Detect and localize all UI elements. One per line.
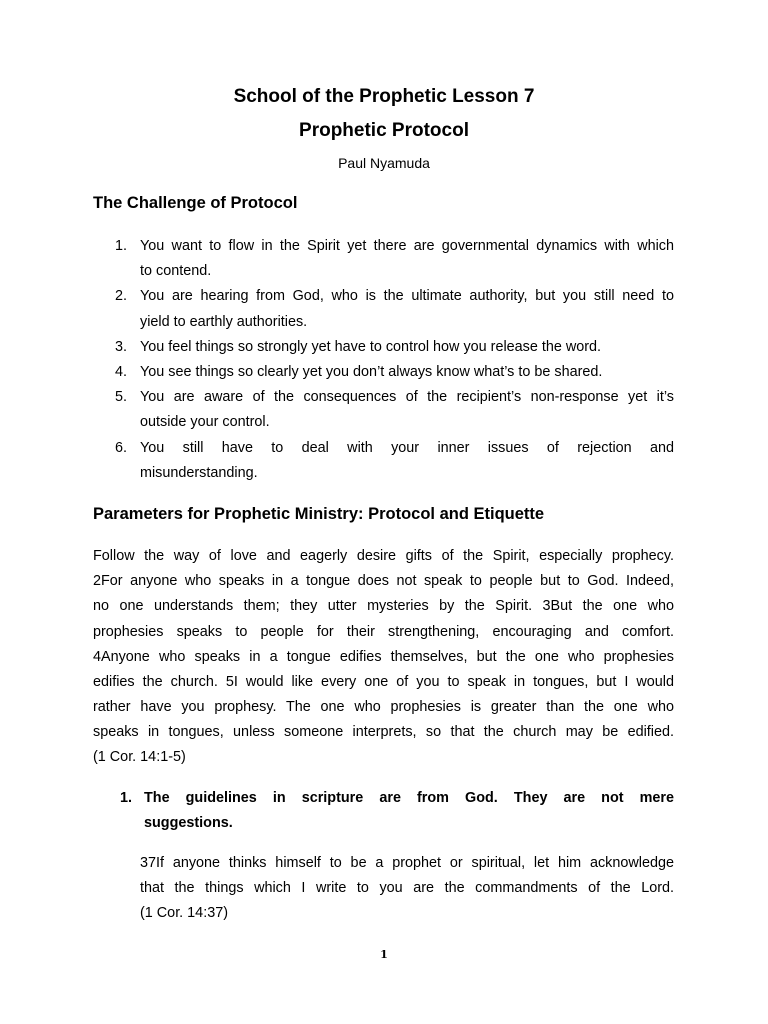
scripture-paragraph [93, 544, 674, 746]
paragraph-line: speaks in tongues, unless someone interprets, so that the church may be edified. [93, 724, 674, 741]
guideline-line: suggestions. [144, 815, 233, 832]
quote-line: that the things which I write to you are the commandments of the Lord. [140, 880, 674, 897]
list-number: 2. [115, 288, 128, 305]
author-name: Paul Nyamuda [338, 155, 430, 171]
list-item [93, 234, 674, 284]
section-heading-challenge: The Challenge of Protocol [93, 194, 298, 212]
guideline-number: 1. [120, 790, 133, 806]
list-item-line: misunderstanding. [140, 464, 258, 481]
paragraph-line: no one understands them; they utter mysteries by the Spirit. 3But the one who [93, 598, 674, 615]
list-item-line: You are aware of the consequences of the recipient’s non-response yet it’s [140, 389, 674, 406]
paragraph-line: 2For anyone who speaks in a tongue does not speak to people but to God. Indeed, [93, 573, 674, 590]
list-item-line: You see things so clearly yet you don’t always know what’s to be shared. [140, 364, 603, 381]
guideline-line: The guidelines in scripture are from God. They are not mere [144, 790, 674, 806]
list-item-line: outside your control. [140, 414, 270, 431]
list-item [93, 360, 674, 385]
list-item [93, 284, 674, 334]
paragraph-line: prophesies speaks to people for their strengthening, encouraging and comfort. [93, 623, 674, 640]
list-number: 6. [115, 439, 128, 456]
document-subtitle: Prophetic Protocol [299, 120, 469, 141]
list-number: 5. [115, 389, 128, 406]
document-title: School of the Prophetic Lesson 7 [233, 86, 535, 107]
guideline-item [120, 786, 674, 836]
list-item-line: to contend. [140, 263, 212, 280]
quote-line: (1 Cor. 14:37) [140, 905, 228, 922]
paragraph-line: rather have you prophesy. The one who prophesies is greater than the one who [93, 699, 674, 716]
list-item-line: You feel things so strongly yet have to control how you release the word. [140, 338, 602, 355]
list-item [93, 436, 674, 486]
list-item [93, 385, 674, 435]
guideline-text [120, 786, 674, 836]
list-item-line: yield to earthly authorities. [140, 313, 308, 330]
paragraph-line: Follow the way of love and eagerly desire gifts of the Spirit, especially prophecy. [93, 548, 674, 564]
list-item-line: You are hearing from God, who is the ultimate authority, but you still need to [140, 288, 674, 305]
section-heading-parameters: Parameters for Prophetic Ministry: Protocol and Etiquette [93, 505, 545, 523]
paragraph-line: 4Anyone who speaks in a tongue edifies themselves, but the one who prophesies [93, 648, 674, 665]
list-number: 1. [115, 238, 128, 254]
page-number: 1 [380, 948, 388, 961]
challenge-list [93, 234, 674, 486]
list-number: 4. [115, 364, 128, 381]
scripture-quote [140, 851, 674, 927]
paragraph-line: edifies the church. 5I would like every one of you to speak in tongues, but I would [93, 674, 674, 691]
list-item [93, 335, 674, 360]
scripture-reference: (1 Cor. 14:1-5) [93, 749, 186, 765]
list-number: 3. [115, 338, 128, 355]
quote-line: 37If anyone thinks himself to be a prophet or spiritual, let him acknowledge [140, 855, 674, 871]
list-item-line: You want to flow in the Spirit yet there are governmental dynamics with which [140, 238, 674, 254]
list-item-line: You still have to deal with your inner issues of rejection and [140, 439, 674, 456]
